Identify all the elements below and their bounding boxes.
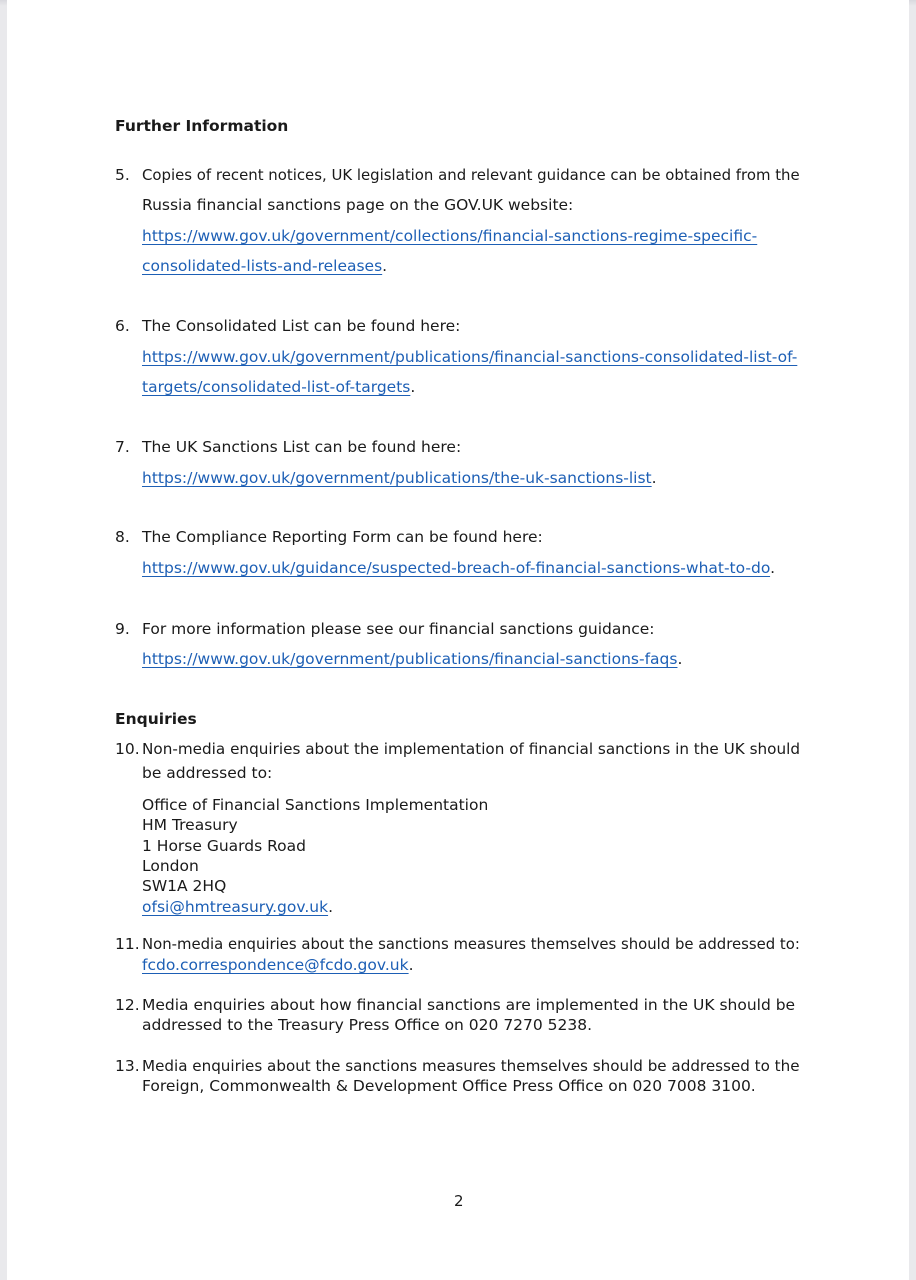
item-7-text: The UK Sanctions List can be found here: (142, 438, 462, 456)
ofsi-email-link[interactable]: ofsi@hmtreasury.gov.uk (142, 898, 329, 916)
item-5-link-line-2[interactable]: consolidated-lists-and-releases (142, 257, 383, 275)
item-8-link[interactable] (142, 559, 775, 577)
page-number: 2 (454, 1192, 464, 1210)
item-9-number: 9. (115, 620, 130, 638)
item-9-period: . (677, 650, 683, 668)
item-12-text-line-2: addressed to the Treasury Press Office on 020 7270 5238. (142, 1016, 593, 1034)
item-5-period: . (382, 257, 388, 275)
fcdo-email-link[interactable]: fcdo.correspondence@fcdo.gov.uk (142, 956, 409, 974)
document-page (7, 0, 909, 1280)
item-12-text-line-1: Media enquiries about how financial sanctions are implemented in the UK should be (142, 996, 796, 1014)
address-line-3: 1 Horse Guards Road (142, 837, 307, 855)
item-5-text-line-2: Russia financial sanctions page on the GOV.UK website: (142, 196, 574, 214)
item-10-text-line-2: be addressed to: (142, 764, 273, 782)
address-line-1: Office of Financial Sanctions Implementation (142, 796, 489, 814)
item-8-period: . (770, 559, 775, 577)
item-13-text-line-2: Foreign, Commonwealth & Development Office Press Office on 020 7008 3100. (142, 1077, 756, 1095)
item-6-link[interactable] (142, 348, 797, 366)
ofsi-email[interactable] (142, 898, 333, 916)
address-line-2: HM Treasury (142, 816, 238, 834)
item-11-text: Non-media enquiries about the sanctions measures themselves should be addressed to: (142, 935, 800, 953)
item-11-period: . (408, 956, 414, 974)
item-13-number: 13. (115, 1057, 140, 1075)
item-7-number: 7. (115, 438, 130, 456)
item-6-link-line-1[interactable]: https://www.gov.uk/government/publications/financial-sanctions-consolidated-list-of- (142, 348, 798, 366)
item-9-link-line-1[interactable]: https://www.gov.uk/government/publications/financial-sanctions-faqs (142, 650, 678, 668)
item-5-link[interactable] (142, 227, 757, 245)
item-6-link-cont[interactable] (142, 378, 415, 396)
item-9-link[interactable] (142, 650, 682, 668)
item-12-number: 12. (115, 996, 140, 1014)
item-8-text: The Compliance Reporting Form can be found here: (142, 528, 543, 546)
enquiries-heading: Enquiries (115, 710, 197, 728)
item-7-link[interactable] (142, 469, 657, 487)
item-10-period: . (328, 898, 334, 916)
address-line-5: SW1A 2HQ (142, 877, 227, 895)
item-10-number: 10. (115, 740, 140, 758)
fcdo-email[interactable] (142, 956, 414, 974)
item-10-text-line-1: Non-media enquiries about the implementation of financial sanctions in the UK should (142, 740, 800, 758)
item-6-link-line-2[interactable]: targets/consolidated-list-of-targets (142, 378, 411, 396)
item-9-text: For more information please see our financial sanctions guidance: (142, 620, 655, 638)
item-11-number: 11. (115, 935, 140, 953)
item-8-link-line-1[interactable]: https://www.gov.uk/guidance/suspected-breach-of-financial-sanctions-what-to-do (142, 559, 771, 577)
item-8-number: 8. (115, 528, 130, 546)
item-6-period: . (410, 378, 416, 396)
further-information-heading: Further Information (115, 117, 289, 135)
item-5-link-cont[interactable] (142, 257, 387, 275)
item-5-number: 5. (115, 166, 130, 184)
item-5-text-line-1: Copies of recent notices, UK legislation and relevant guidance can be obtained from the (142, 166, 800, 184)
item-7-period: . (651, 469, 657, 487)
item-5-link-line-1[interactable]: https://www.gov.uk/government/collections/financial-sanctions-regime-specific- (142, 227, 758, 245)
item-7-link-line-1[interactable]: https://www.gov.uk/government/publications/the-uk-sanctions-list (142, 469, 652, 487)
item-6-text: The Consolidated List can be found here: (142, 317, 461, 335)
address-line-4: London (142, 857, 199, 875)
item-13-text-line-1: Media enquiries about the sanctions measures themselves should be addressed to the (142, 1057, 800, 1075)
item-6-number: 6. (115, 317, 130, 335)
